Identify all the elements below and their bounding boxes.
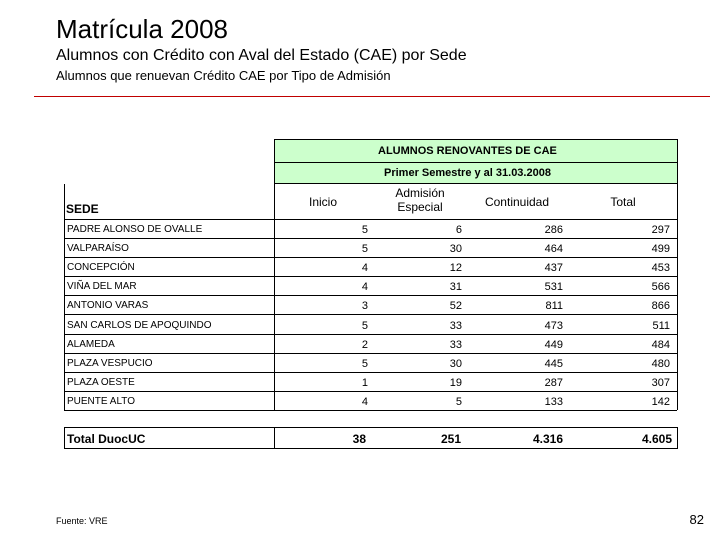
source-note: Fuente: VRE [56,516,108,526]
cell-admision: 30 [449,358,462,370]
cell-inicio: 5 [361,243,368,255]
cell-inicio: 5 [361,224,368,236]
cell-continuidad: 437 [544,262,563,274]
slide-subtitle: Alumnos con Crédito con Aval del Estado (CAE) por Sede [56,47,467,64]
row-sede-name: ANTONIO VARAS [67,300,149,311]
cell-inicio: 4 [361,281,368,293]
row-separator [64,372,677,373]
row-separator [64,391,677,392]
cell-admision: 33 [449,339,462,351]
slide-title: Matrícula 2008 [56,14,228,44]
total-continuidad: 4.316 [532,432,563,446]
column-header-continuidad: Continuidad [484,195,550,209]
cell-continuidad: 287 [544,377,563,389]
cell-continuidad: 449 [544,339,563,351]
cell-total: 453 [651,262,670,274]
column-header-admision-line2: Especial [397,200,443,214]
total-row-left-border [64,427,65,449]
cell-total: 480 [651,358,670,370]
table-divider-sede [274,184,275,410]
column-header-total: Total [610,195,636,209]
row-sede-name: VALPARAÍSO [67,243,129,254]
page-number: 82 [689,512,704,527]
total-row-divider [274,427,275,449]
row-separator [64,257,677,258]
cell-inicio: 2 [361,339,368,351]
total-row-bottom-rule [64,448,677,449]
cell-continuidad: 531 [544,281,563,293]
cell-total: 566 [651,281,670,293]
cell-inicio: 3 [361,300,368,312]
cell-admision: 52 [449,300,462,312]
cell-total: 484 [651,339,670,351]
column-header-inicio: Inicio [308,195,337,209]
cell-continuidad: 811 [545,300,563,312]
cell-admision: 6 [455,224,462,236]
row-separator [64,276,677,277]
cell-admision: 12 [449,262,462,274]
period-header-label: Primer Semestre y al 31.03.2008 [384,167,551,179]
cell-total: 307 [651,377,670,389]
cell-admision: 33 [449,320,462,332]
column-header-admision-line1: Admisión [395,186,445,200]
row-separator [64,353,677,354]
cell-total: 142 [651,396,670,408]
cell-admision: 5 [455,396,462,408]
title-divider [34,96,710,97]
row-sede-name: PADRE ALONSO DE OVALLE [67,224,203,235]
table-top-rule [64,219,677,220]
cell-continuidad: 464 [544,243,563,255]
cell-total: 499 [651,243,670,255]
cell-inicio: 1 [361,377,368,389]
table-right-border [677,139,678,410]
row-sede-name: CONCEPCIÓN [67,262,135,273]
cell-continuidad: 473 [544,320,563,332]
row-sede-name: VIÑA DEL MAR [67,281,137,292]
row-separator [64,238,677,239]
row-sede-name: SAN CARLOS DE APOQUINDO [67,320,212,331]
row-separator [64,295,677,296]
total-admision: 251 [440,432,461,446]
row-sede-name: PLAZA VESPUCIO [67,358,153,369]
cell-inicio: 5 [361,358,368,370]
row-sede-name: PLAZA OESTE [67,377,135,388]
table-bottom-rule [64,410,677,411]
total-total: 4.605 [641,432,672,446]
column-header-sede: SEDE [66,202,99,216]
total-row-top-rule [64,427,677,428]
slide-subsubtitle: Alumnos que renuevan Crédito CAE por Tipo de Admisión [56,68,391,83]
group-header-label: ALUMNOS RENOVANTES DE CAE [378,145,557,157]
cell-inicio: 4 [361,262,368,274]
cell-admision: 31 [449,281,462,293]
total-row-right-border [677,427,678,449]
cell-total: 866 [651,300,670,312]
cell-continuidad: 445 [544,358,563,370]
row-sede-name: ALAMEDA [67,339,115,350]
total-inicio: 38 [352,432,366,446]
cell-admision: 30 [449,243,462,255]
cell-admision: 19 [449,377,462,389]
cell-continuidad: 133 [544,396,563,408]
row-separator [64,334,677,335]
cell-total: 511 [652,320,670,332]
cell-inicio: 5 [361,320,368,332]
cell-total: 297 [651,224,670,236]
total-row-label: Total DuocUC [67,432,146,446]
column-header-admision [380,186,460,214]
cell-inicio: 4 [361,396,368,408]
cell-continuidad: 286 [544,224,563,236]
row-sede-name: PUENTE ALTO [67,396,135,407]
row-separator [64,314,677,315]
table-left-border [64,184,65,410]
